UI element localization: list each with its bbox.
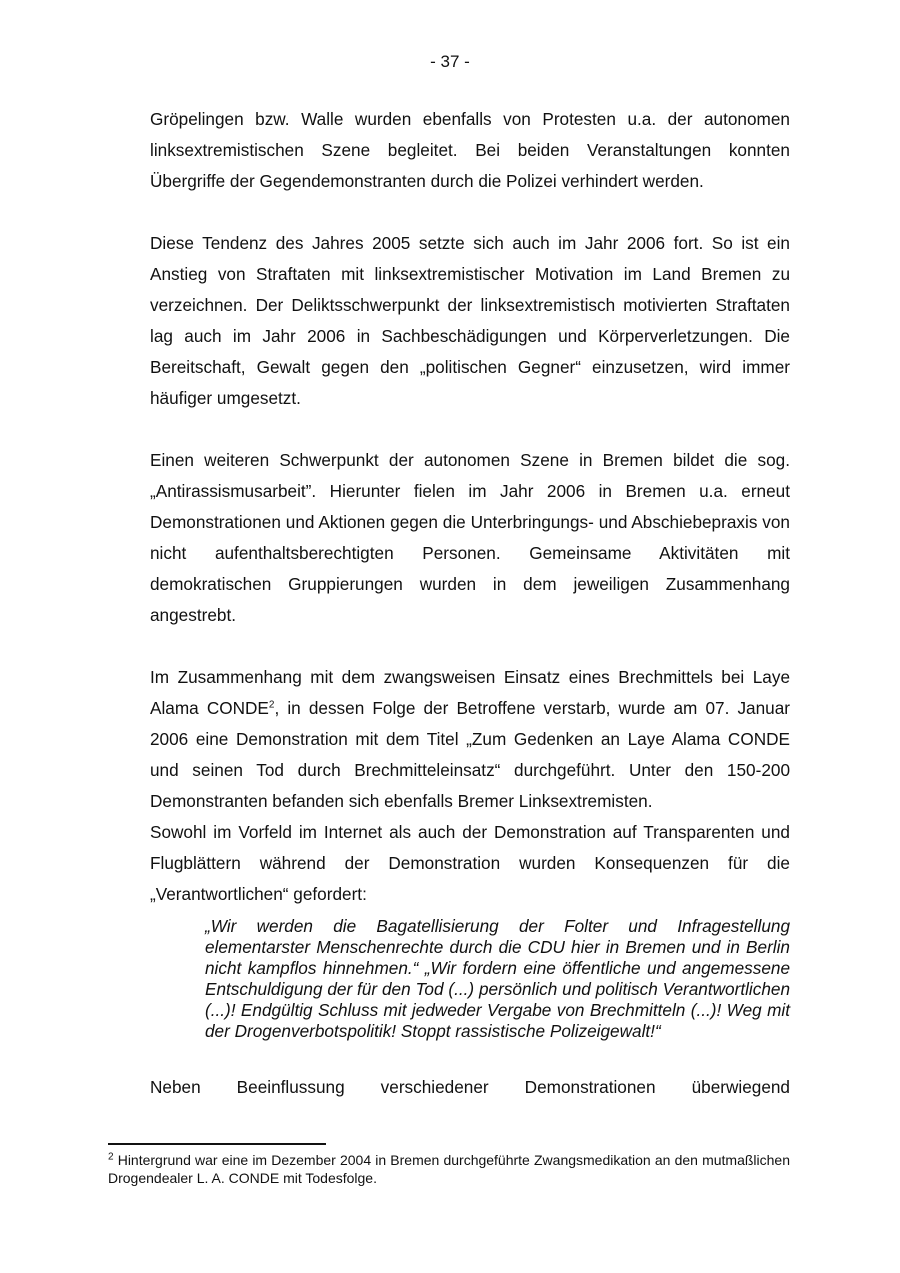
block-quote: „Wir werden die Bagatellisierung der Folter und Infragestellung elementarster Menschenrechte durch die CDU hier in Bremen und in Berlin nicht kampflos hinnehmen.“ „Wir fordern eine öffentliche und angemessene Entschuldigung der für den Tod (...) persönlich und politisch Verantwortlichen (...)! Endgültig Schluss mit jedweder Vergabe von Brechmitteln (...)! Weg mit der Drogenverbotspolitik! Stoppt rassistische Polizeigewalt!“ bbox=[205, 916, 790, 1041]
paragraph-3: Einen weiteren Schwerpunkt der autonomen Szene in Bremen bildet die sog. „Antirassismusarbeit”. Hierunter fielen im Jahr 2006 in Bremen u.a. erneut Demonstrationen und Aktionen gegen die Unterbringungs- und Abschiebepraxis von nicht aufenthaltsberechtigten Personen. Gemeinsame Aktivitäten mit demokratischen Gruppierungen wurden in dem jeweiligen Zusammenhang angestrebt. bbox=[150, 450, 790, 625]
paragraph-4-text-a: Im Zusammenhang mit dem zwangsweisen Einsatz eines Brechmittels bei Laye Alama CONDE bbox=[150, 667, 790, 718]
paragraph-4 bbox=[150, 662, 790, 817]
paragraph-4-text-b: , in dessen Folge der Betroffene verstarb, wurde am 07. Januar 2006 eine Demonstration mit dem Titel „Zum Gedenken an Laye Alama CONDE und seinen Tod durch Brechmitteleinsatz“ durchgeführt. Unter den 150-200 Demonstranten befanden sich ebenfalls Bremer Linksextremisten. bbox=[150, 698, 791, 811]
body-text bbox=[150, 104, 790, 1103]
paragraph-1: Gröpelingen bzw. Walle wurden ebenfalls von Protesten u.a. der autonomen linksextremistischen Szene begleitet. Bei beiden Veranstaltungen konnten Übergriffe der Gegendemonstranten durch die Polizei verhindert werden. bbox=[150, 109, 790, 191]
footnote-text: Hintergrund war eine im Dezember 2004 in Bremen durchgeführte Zwangsmedikation an den mutmaßlichen Drogendealer L. A. CONDE mit Todesfolge. bbox=[108, 1152, 790, 1186]
footnote bbox=[108, 1151, 790, 1187]
paragraph-6: Neben Beeinflussung verschiedener Demonstrationen überwiegend bbox=[150, 1077, 790, 1097]
footnote-marker: 2 bbox=[108, 1151, 114, 1163]
paragraph-2: Diese Tendenz des Jahres 2005 setzte sich auch im Jahr 2006 fort. So ist ein Anstieg von Straftaten mit linksextremistischer Motivation im Land Bremen zu verzeichnen. Der Deliktsschwerpunkt der linksextremistisch motivierten Straftaten lag auch im Jahr 2006 in Sachbeschädigungen und Körperverletzungen. Die Bereitschaft, Gewalt gegen den „politischen Gegner“ einzusetzen, wird immer häufiger umgesetzt. bbox=[150, 233, 790, 408]
footnote-reference[interactable]: 2 bbox=[268, 699, 275, 711]
footnote-divider bbox=[108, 1143, 326, 1145]
page-number: - 37 - bbox=[430, 52, 470, 71]
paragraph-5: Sowohl im Vorfeld im Internet als auch der Demonstration auf Transparenten und Flugblättern während der Demonstration wurden Konsequenzen für die „Verantwortlichen“ gefordert: bbox=[150, 822, 790, 904]
